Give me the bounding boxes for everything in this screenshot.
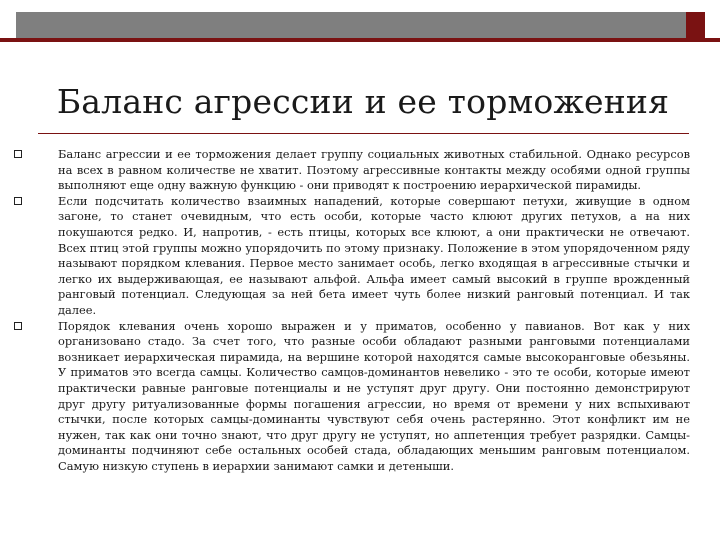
bullet-list	[14, 147, 690, 474]
bullet-item	[14, 147, 690, 194]
bullet-text: Порядок клевания очень хорошо выражен и у приматов, особенно у павианов. Вот как у них организовано стадо. За счет того, что разные особи обладают разными ранговыми потенциалами возникает иерархическая пирамида, на вершине которой находятся самые высокоранговые обезьяны. У приматов это всегда самцы. Количество самцов-доминантов невелико - это те особи, которые имеют практически равные ранговые потенциалы и не уступят друг другу. Они постоянно демонстрируют друг другу ритуализованные формы погашения агрессии, но время от времени у них вспыхивают стычки, после которых самцы-доминанты чувствуют себя очень растерянно. Этот конфликт им не нужен, так как они точно знают, что друг другу не уступят, но аппетенция требует разрядки. Самцы-доминанты подчиняют себе остальных особей стада, обладающих меньшим ранговым потенциалом. Самую низкую ступень в иерархии занимают самки и детеныши.	[58, 318, 690, 473]
header-divider-line	[0, 38, 720, 42]
square-bullet-icon	[14, 322, 22, 330]
header-bar	[16, 12, 705, 40]
square-bullet-icon	[14, 150, 22, 158]
header-bar-gray	[16, 12, 686, 40]
header-bar-accent	[686, 12, 705, 40]
title-underline	[38, 133, 689, 134]
slide-title: Баланс агрессии и ее торможения	[56, 82, 670, 121]
bullet-text: Если подсчитать количество взаимных нападений, которые совершают петухи, живущие в одном загоне, то станет очевидным, что есть особи, которые часто клюют других петухов, а на них покушаются редко. И, напротив, - есть птицы, которых все клюют, а они практически не отвечают. Всех птиц этой группы можно упорядочить по этому признаку. Положение в этом упорядоченном ряду называют порядком клевания. Первое место занимает особь, легко входящая в агрессивные стычки и легко их выдерживающая, ее называют альфой. Альфа имеет самый высокий в группе врожденный ранговый потенциал. Следующая за ней бета имеет чуть более низкий ранговый потенциал. И так далее.	[58, 193, 690, 317]
bullet-item	[14, 319, 690, 475]
bullet-text: Баланс агрессии и ее торможения делает группу социальных животных стабильной. Однако ресурсов на всех в равном количестве не хватит. Поэтому агрессивные контакты между особями одной группы выполняют еще одну важную функцию - они приводят к построению иерархической пирамиды.	[58, 147, 690, 193]
square-bullet-icon	[14, 197, 22, 205]
bullet-item	[14, 194, 690, 319]
